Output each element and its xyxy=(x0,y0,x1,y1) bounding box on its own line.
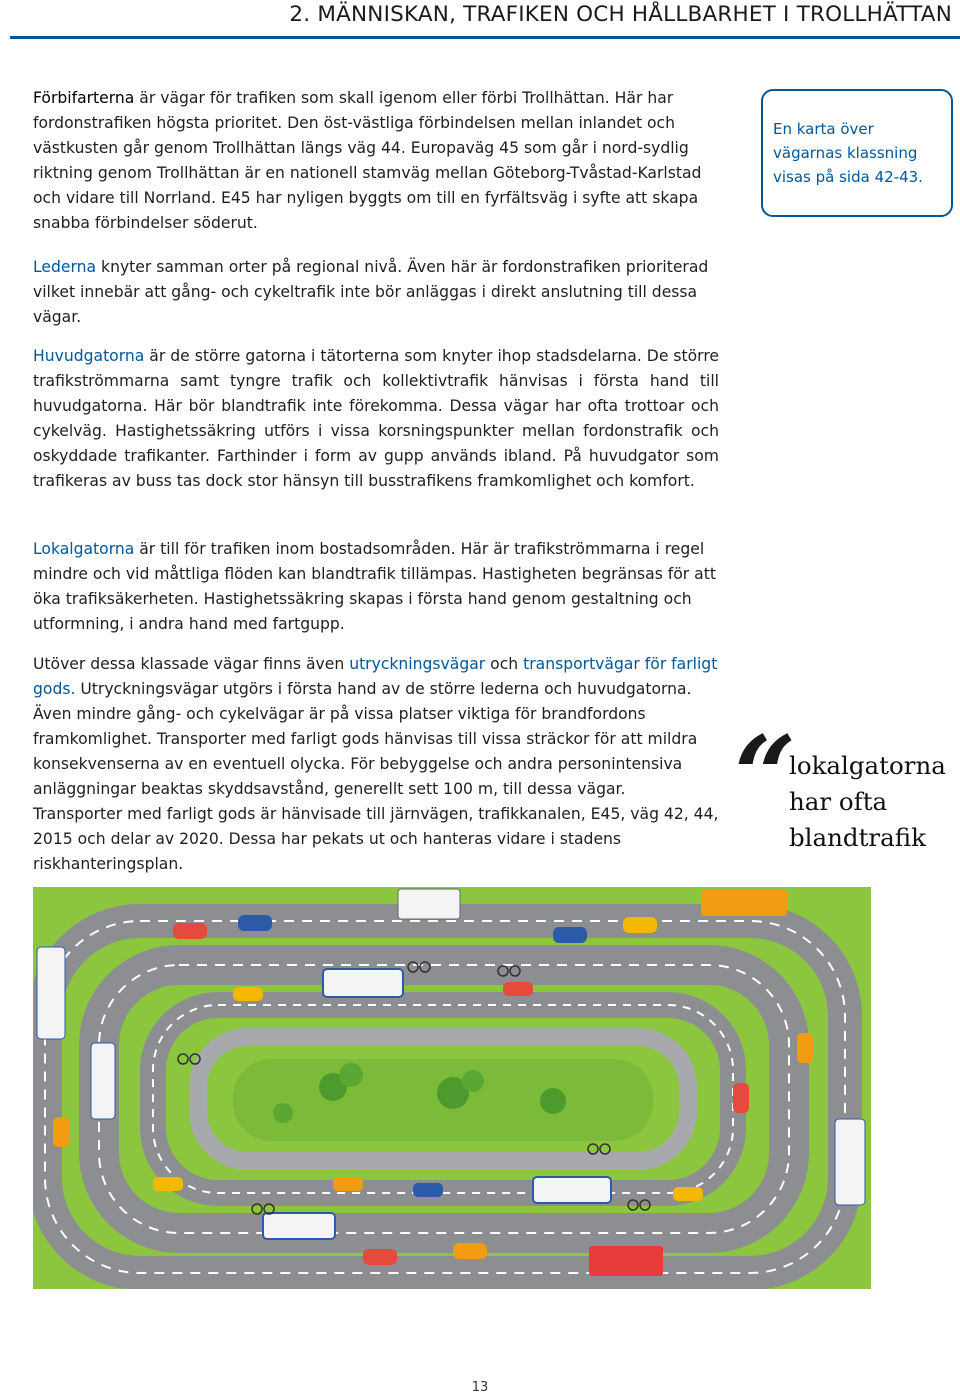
paragraph-huvudgatorna-text: är de större gatorna i tätorterna som knyter ihop stadsdelarna. De större trafikströmmarna samt tyngre trafik och kollektivtrafik hänvisas i första hand till huvudgatorna. Här bör blandtrafik inte förekomma. Dessa vägar har ofta trottoar och cykelväg. Hastighetssäkring utförs i vissa korsningspunkter mellan fordonstrafik och oskyddade trafikanter. Farthinder i form av gupp används ibland. På huvudgator som trafikeras av buss tas dock stor hänsyn till busstrafikens framkomlighet och komfort. xyxy=(33,347,719,490)
car xyxy=(153,1177,183,1191)
term-huvudgatorna: Huvudgatorna xyxy=(33,347,145,365)
car xyxy=(53,1117,69,1147)
paragraph-utryckning-text: Utryckningsvägar utgörs i första hand av de större lederna och huvudgatorna. Även mindre gång- och cykelvägar är på vissa platser viktiga för brandfordons framkomlighet. Transporter med farligt gods hänvisas till vissa sträckor för att mildra konsekvenserna av en eventuell olycka. För bebyggelse och andra personintensiva anläggningar beaktas skyddsavstånd, generellt sett 100 m, till dessa vägar. Transporter med farligt gods är hänvisade till järnvägen, trafikkanalen, E45, väg 42, 44, 2015 och delar av 2020. Dessa har pekats ut och hanteras vidare i stadens riskhanteringsplan. xyxy=(33,680,719,873)
car xyxy=(797,1033,813,1063)
truck-bottom-red xyxy=(589,1246,663,1276)
bus-left-vertical xyxy=(37,947,65,1039)
paragraph-lokalgatorna-text: är till för trafiken inom bostadsområden. Här är trafikströmmarna i regel mindre och vid måttliga flöden kan blandtrafik tillämpas. Hastigheten begränsas för att öka trafiksäkerheten. Hastighetssäkring skapas i första hand genom gestaltning och utformning, i andra hand med fartgupp. xyxy=(33,540,716,633)
term-lokalgatorna: Lokalgatorna xyxy=(33,540,135,558)
paragraph-lederna-text: knyter samman orter på regional nivå. Även här är fordonstrafiken prioriterad vilket innebär att gång- och cykeltrafik inte bör anläggas i direkt anslutning till dessa vägar. xyxy=(33,258,709,326)
paragraph-utryckning-mid: och xyxy=(485,655,524,673)
truck-top-white xyxy=(398,889,460,919)
car xyxy=(333,1177,363,1191)
paragraph-forbifarterna xyxy=(33,86,719,236)
car xyxy=(623,917,657,933)
paragraph-utryckning xyxy=(33,652,719,877)
bus-upper xyxy=(323,969,403,997)
paragraph-utryckning-intro: Utöver dessa klassade vägar finns även xyxy=(33,655,350,673)
paragraph-forbifarterna-text: är vägar för trafiken som skall igenom eller förbi Trollhättan. Här har fordonstrafiken högsta prioritet. Den öst-västliga förbindelsen mellan inlandet och västkusten går genom Trollhättan längs väg 44. Europaväg 45 som går i nord-sydlig riktning genom Trollhättan är en nationell stamväg mellan Göteborg-Tvåstad-Karlstad och vidare till Norrland. E45 har nyligen byggts om till en fyrfältsväg i syfte att skapa snabba förbindelser söderut. xyxy=(33,89,702,232)
term-lederna: Lederna xyxy=(33,258,97,276)
car xyxy=(238,915,272,931)
sidebar-note-text: En karta över vägarnas klassning visas på sida 42-43. xyxy=(773,120,923,186)
quote-mark-icon: “ xyxy=(734,713,797,839)
car xyxy=(733,1083,749,1113)
truck-top-orange xyxy=(701,890,787,916)
car xyxy=(453,1243,487,1259)
header-rule xyxy=(10,36,960,39)
paragraph-lokalgatorna xyxy=(33,537,719,637)
sidebar-note-box xyxy=(761,89,953,217)
term-forbifarterna: Förbifarterna xyxy=(33,89,135,107)
term-utryckningsvagar: utryckningsvägar xyxy=(349,655,486,673)
car xyxy=(363,1249,397,1265)
car xyxy=(233,987,263,1001)
paragraph-huvudgatorna xyxy=(33,344,719,494)
pull-quote: lokalgatorna har ofta blandtrafik xyxy=(789,751,946,852)
road-hierarchy-illustration xyxy=(33,887,871,1289)
bus-middle-right xyxy=(533,1177,611,1203)
car xyxy=(413,1183,443,1197)
term-transportvagar: transportvägar för farligt gods. xyxy=(33,655,718,698)
page-header-title: 2. MÄNNISKAN, TRAFIKEN OCH HÅLLBARHET I TROLLHÄTTAN xyxy=(289,2,952,27)
paragraph-lederna xyxy=(33,255,719,330)
car xyxy=(173,923,207,939)
bus-lower-left xyxy=(263,1213,335,1239)
car xyxy=(673,1187,703,1201)
bus-right-vertical xyxy=(835,1119,865,1205)
page-number: 13 xyxy=(471,1380,489,1395)
car xyxy=(553,927,587,943)
car xyxy=(503,982,533,996)
bus-left-inner xyxy=(91,1043,115,1119)
